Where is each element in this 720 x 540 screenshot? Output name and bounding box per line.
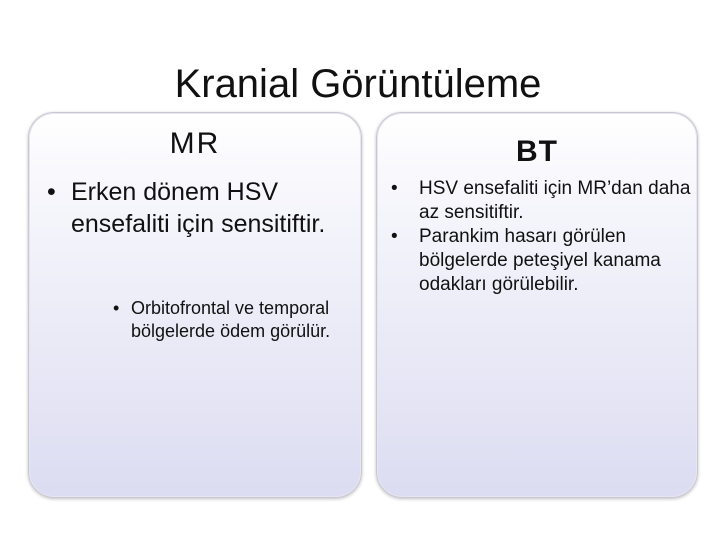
mr-bullet-list	[47, 176, 357, 240]
list-item	[391, 225, 691, 297]
bullet-text: Erken dönem HSV ensefaliti için sensitiftir.	[71, 178, 326, 238]
bullet-marker: •	[391, 226, 398, 247]
bullet-text: HSV ensefaliti için MR’dan daha az sensitiftir.	[419, 178, 691, 223]
list-item	[391, 177, 691, 225]
list-item	[113, 297, 353, 343]
bullet-marker: •	[391, 178, 398, 199]
bt-bullet-list	[391, 177, 691, 297]
bullet-marker: •	[47, 178, 56, 206]
sub-bullet-text: Orbitofrontal ve temporal bölgelerde ödem görülür.	[131, 298, 331, 341]
bullet-marker: •	[113, 298, 120, 318]
bt-heading: BT	[516, 135, 558, 168]
bullet-text: Parankim hasarı görülen bölgelerde peteşiyel kanama odakları görülebilir.	[419, 226, 661, 295]
mr-sub-bullet-list	[113, 297, 353, 343]
list-item	[47, 176, 357, 240]
mr-heading: MR	[169, 127, 221, 160]
mr-panel	[28, 112, 362, 498]
slide-title: Kranial Görüntüleme	[174, 62, 542, 106]
bt-panel	[376, 112, 698, 498]
